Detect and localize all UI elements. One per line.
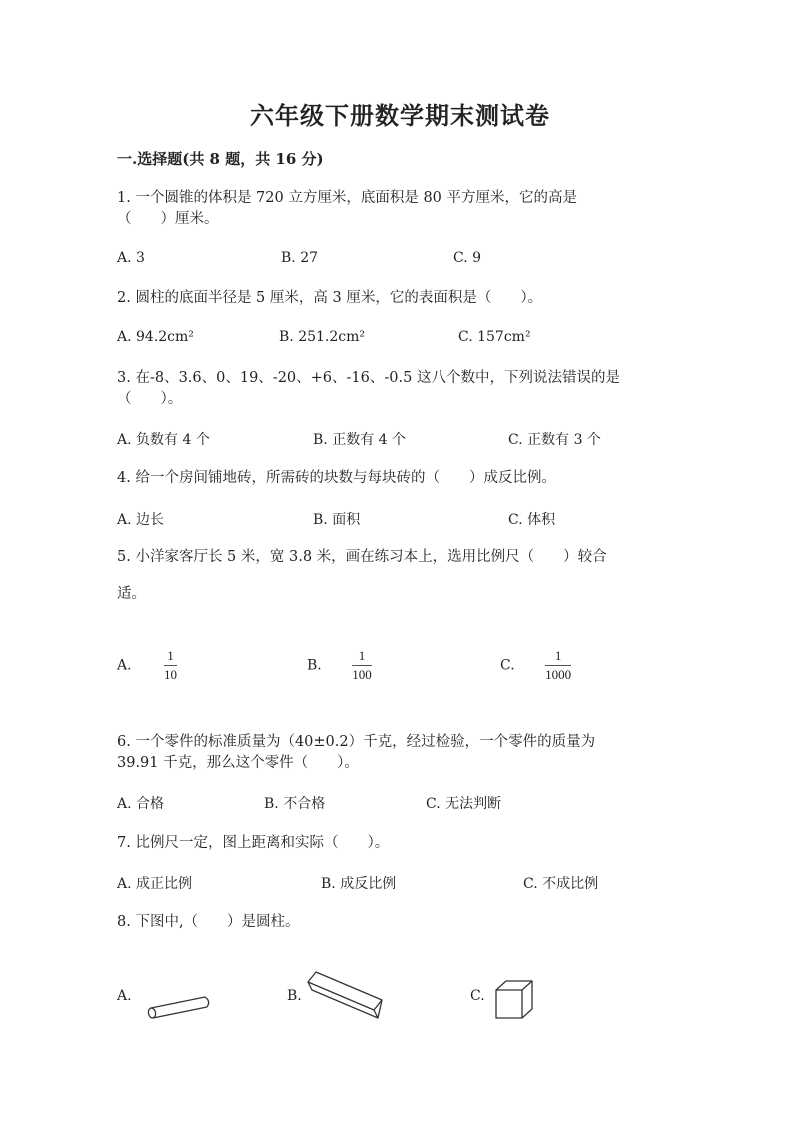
fraction-numerator: 1: [358, 648, 366, 663]
option-label: C.: [500, 657, 515, 674]
question-4-text: 4. 给一个房间铺地砖，所需砖的块数与每块砖的（ ）成反比例。: [117, 470, 556, 486]
question-1-option-a[interactable]: A. 3: [117, 250, 145, 266]
question-3-text: 3. 在-8、3.6、0、19、-20、+6、-16、-0.5 这八个数中，下列说法错误的是: [117, 370, 620, 386]
question-5-text-cont: 适。: [117, 586, 146, 602]
triangular-prism-icon: [304, 968, 386, 1020]
fraction-denominator: 1000: [545, 667, 572, 682]
question-7-option-a[interactable]: A. 成正比例: [117, 876, 193, 892]
question-2-option-a[interactable]: A. 94.2cm²: [117, 329, 194, 345]
question-1-option-c[interactable]: C. 9: [453, 250, 482, 266]
question-6-text-cont: 39.91 千克，那么这个零件（ ）。: [117, 755, 359, 771]
question-8-option-b[interactable]: B.: [287, 988, 302, 1004]
question-8-text: 8. 下图中,（ ）是圆柱。: [117, 914, 300, 930]
fraction: [164, 648, 177, 683]
section-heading: 一.选择题(共 8 题，共 16 分): [117, 150, 324, 168]
question-5-option-c[interactable]: [500, 648, 571, 683]
question-5-option-a[interactable]: [117, 648, 177, 683]
option-label: B.: [307, 657, 322, 674]
cylinder-icon: [143, 992, 215, 1022]
fraction: [545, 648, 571, 683]
cube-icon: [492, 978, 536, 1022]
question-3-option-a[interactable]: A. 负数有 4 个: [117, 432, 210, 448]
question-8-option-a[interactable]: A.: [117, 988, 132, 1004]
question-2-option-b[interactable]: B. 251.2cm²: [279, 329, 365, 345]
question-7-option-b[interactable]: B. 成反比例: [321, 876, 397, 892]
question-1-text-cont: （ ）厘米。: [117, 211, 219, 227]
question-3-option-b[interactable]: B. 正数有 4 个: [313, 432, 406, 448]
fraction-bar: [545, 665, 571, 666]
question-3-text-cont: （ ）。: [117, 391, 183, 407]
question-5-option-b[interactable]: [307, 648, 372, 683]
question-6-text: 6. 一个零件的标准质量为（40±0.2）千克，经过检验，一个零件的质量为: [117, 734, 596, 750]
question-2-option-c[interactable]: C. 157cm²: [458, 329, 531, 345]
page-title: 六年级下册数学期末测试卷: [250, 101, 550, 130]
question-6-option-b[interactable]: B. 不合格: [264, 796, 326, 812]
question-4-option-a[interactable]: A. 边长: [117, 512, 165, 528]
question-4-option-b[interactable]: B. 面积: [313, 512, 361, 528]
fraction-denominator: 10: [164, 667, 178, 682]
option-label: A.: [117, 657, 132, 674]
question-6-option-c[interactable]: C. 无法判断: [426, 796, 502, 812]
question-7-option-c[interactable]: C. 不成比例: [523, 876, 599, 892]
question-7-text: 7. 比例尺一定，图上距离和实际（ ）。: [117, 835, 390, 851]
question-2-text: 2. 圆柱的底面半径是 5 厘米，高 3 厘米，它的表面积是（ ）。: [117, 290, 543, 306]
question-6-option-a[interactable]: A. 合格: [117, 796, 165, 812]
question-3-option-c[interactable]: C. 正数有 3 个: [508, 432, 601, 448]
fraction-numerator: 1: [167, 648, 174, 663]
question-1-text: 1. 一个圆锥的体积是 720 立方厘米，底面积是 80 平方厘米，它的高是: [117, 190, 578, 206]
question-4-option-c[interactable]: C. 体积: [508, 512, 556, 528]
fraction-bar: [352, 665, 372, 666]
question-5-text: 5. 小洋家客厅长 5 米，宽 3.8 米，画在练习本上，选用比例尺（ ）较合: [117, 549, 607, 565]
fraction-denominator: 100: [352, 667, 372, 682]
fraction-numerator: 1: [554, 648, 562, 663]
question-1-option-b[interactable]: B. 27: [281, 250, 319, 266]
fraction: [352, 648, 372, 683]
fraction-bar: [164, 665, 177, 666]
question-8-option-c[interactable]: C.: [470, 988, 485, 1004]
